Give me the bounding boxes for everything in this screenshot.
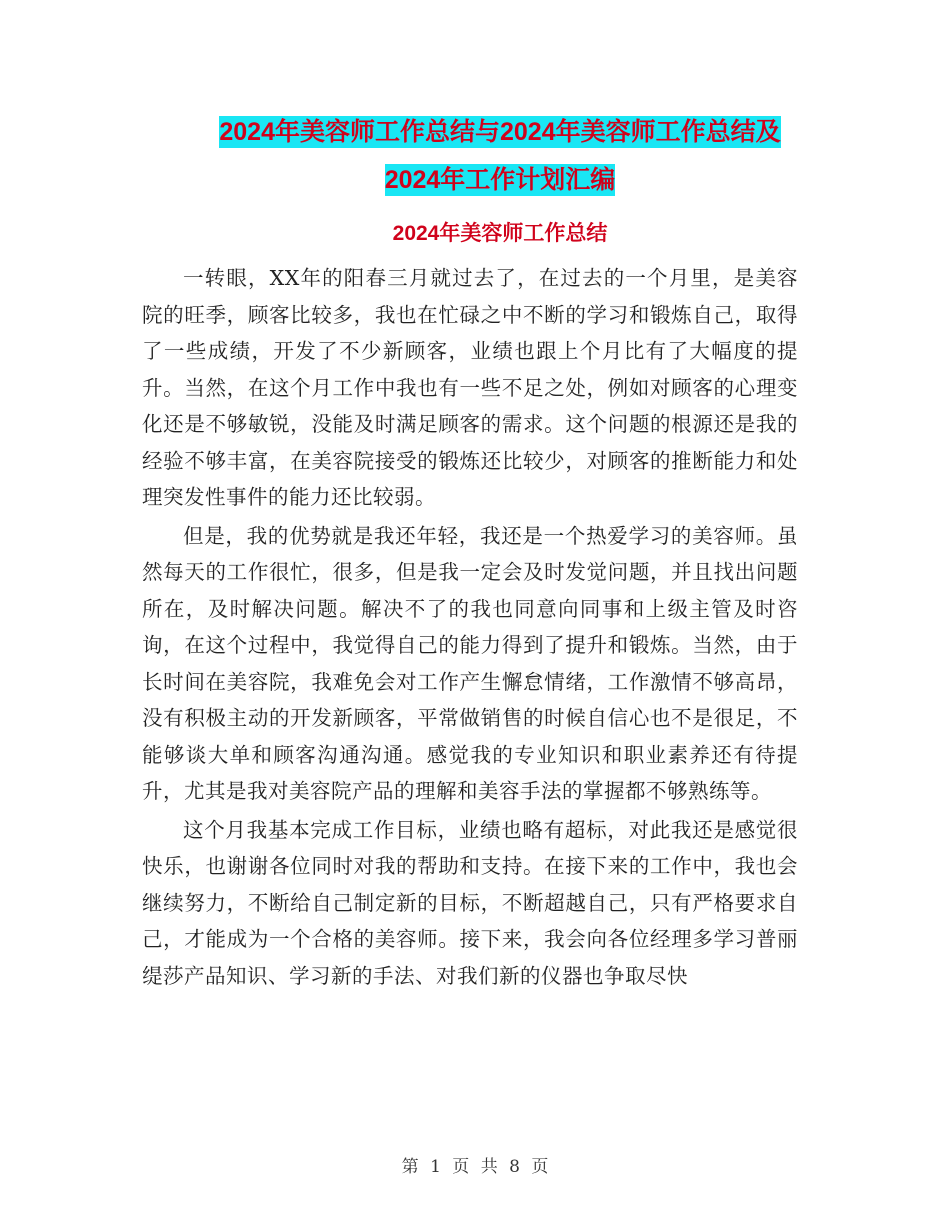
- page-footer: 第 1 页 共 8 页: [401, 1157, 549, 1177]
- document-title-line-2: 2024年工作计划汇编: [384, 166, 616, 194]
- paragraph-2: 但是，我的优势就是我还年轻，我还是一个热爱学习的美容师。虽然每天的工作很忙，很多，但是我一定会及时发觉问题，并且找出问题所在，及时解决问题。解决不了的我也同意向同事和上级主管及时咨询，在这个过程中，我觉得自己的能力得到了提升和锻炼。当然，由于长时间在美容院，我难免会对工作产生懈怠情绪，工作激情不够高昂，没有积极主动的开发新顾客，平常做销售的时候自信心也不是很足，不能够谈大单和顾客沟通沟通。感觉我的专业知识和职业素养还有待提升，尤其是我对美容院产品的理解和美容手法的掌握都不够熟练等。: [142, 523, 798, 803]
- document-title-line-1: 2024年美容师工作总结与2024年美容师工作总结及: [219, 118, 781, 146]
- paragraph-1: 一转眼，XX年的阳春三月就过去了，在过去的一个月里，是美容院的旺季，顾客比较多，我也在忙碌之中不断的学习和锻炼自己，取得了一些成绩，开发了不少新顾客，业绩也跟上个月比有了大幅度的提升。当然，在这个月工作中我也有一些不足之处，例如对顾客的心理变化还是不够敏锐，没能及时满足顾客的需求。这个问题的根源还是我的经验不够丰富，在美容院接受的锻炼还比较少，对顾客的推断能力和处理突发性事件的能力还比较弱。: [142, 266, 798, 509]
- body-text: [142, 260, 798, 996]
- document-title: [140, 108, 860, 204]
- paragraph-3: 这个月我基本完成工作目标，业绩也略有超标，对此我还是感觉很快乐，也谢谢各位同时对我的帮助和支持。在接下来的工作中，我也会继续努力，不断给自己制定新的目标，不断超越自己，只有严格要求自己，才能成为一个合格的美容师。接下来，我会向各位经理多学习普丽缇莎产品知识、学习新的手法、对我们新的仪器也争取尽快: [142, 817, 798, 988]
- section-title: 2024年美容师工作总结: [392, 222, 608, 245]
